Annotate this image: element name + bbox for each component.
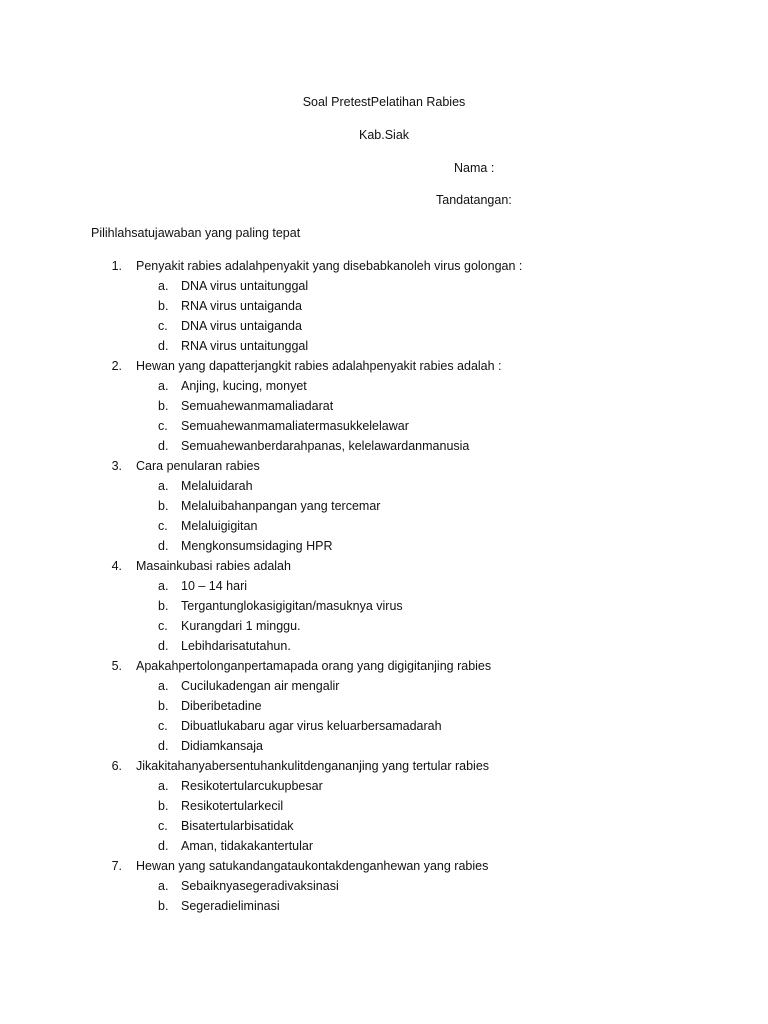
question-text: Penyakit rabies adalahpenyakit yang disebabkanoleh virus golongan : [136,259,523,273]
option-text: Didiamkansaja [181,739,263,753]
option-letter: b. [158,399,169,413]
question-number: 6. [111,759,122,773]
option-letter: c. [158,619,168,633]
option-text: Diberibetadine [181,699,262,713]
option-text: Mengkonsumsidaging HPR [181,539,333,553]
option-text: Resikotertularkecil [181,799,284,813]
question-number: 5. [111,659,122,673]
option-text: Cucilukadengan air mengalir [181,679,340,693]
document-title-text: Soal PretestPelatihan Rabies [302,95,466,109]
option-letter: c. [158,519,168,533]
document-title [0,94,768,110]
option-letter: c. [158,819,168,833]
option-letter: b. [158,699,169,713]
option-letter: d. [158,439,169,453]
question-number: 3. [111,459,122,473]
option-letter: a. [158,779,169,793]
option-text: Dibuatlukabaru agar virus keluarbersamadarah [181,719,442,733]
option-text: Semuahewanmamaliatermasukkelelawar [181,419,409,433]
option-text: Sebaiknyasegeradivaksinasi [181,879,339,893]
option-letter: b. [158,499,169,513]
option-letter: b. [158,599,169,613]
question-text: Jikakitahanyabersentuhankulitdengananjing yang tertular rabies [136,759,490,773]
option-text: Aman, tidakakantertular [181,839,314,853]
document-subtitle-text: Kab.Siak [358,128,410,142]
option-letter: a. [158,279,169,293]
question-text: Masainkubasi rabies adalah [136,559,291,573]
question-text: Apakahpertolonganpertamapada orang yang digigitanjing rabies [136,659,492,673]
option-text: Semuahewanberdarahpanas, kelelawardanmanusia [181,439,470,453]
option-letter: c. [158,319,168,333]
question-number: 7. [111,859,122,873]
document-subtitle [0,127,768,143]
option-text: Melaluidarah [181,479,253,493]
option-text: Tergantunglokasigigitan/masuknya virus [181,599,403,613]
question-text: Hewan yang dapatterjangkit rabies adalahpenyakit rabies adalah : [136,359,502,373]
option-letter: b. [158,799,169,813]
question-number: 1. [111,259,122,273]
option-text: RNA virus untaitunggal [181,339,309,353]
name-label: Nama : [454,161,495,175]
option-letter: c. [158,419,168,433]
option-text: 10 – 14 hari [181,579,248,593]
option-letter: d. [158,539,169,553]
option-text: Resikotertularcukupbesar [181,779,323,793]
option-letter: d. [158,839,169,853]
option-letter: a. [158,679,169,693]
option-text: RNA virus untaiganda [181,299,302,313]
option-letter: a. [158,479,169,493]
option-text: DNA virus untaiganda [181,319,302,333]
option-text: Semuahewanmamaliadarat [181,399,334,413]
option-text: Lebihdarisatutahun. [181,639,291,653]
option-text: Kurangdari 1 minggu. [181,619,301,633]
signature-label: Tandatangan: [436,193,512,207]
option-letter: d. [158,739,169,753]
option-text: Melaluibahanpangan yang tercemar [181,499,381,513]
option-letter: a. [158,879,169,893]
option-text: Bisatertularbisatidak [181,819,294,833]
option-letter: c. [158,719,168,733]
option-letter: a. [158,579,169,593]
question-text: Cara penularan rabies [136,459,260,473]
option-letter: a. [158,379,169,393]
question-text: Hewan yang satukandangataukontakdenganhewan yang rabies [136,859,489,873]
instruction-text: Pilihlahsatujawaban yang paling tepat [91,226,301,240]
option-letter: d. [158,339,169,353]
option-text: Anjing, kucing, monyet [181,379,307,393]
question-number: 2. [111,359,122,373]
option-letter: b. [158,899,169,913]
option-text: Melaluigigitan [181,519,258,533]
option-letter: b. [158,299,169,313]
option-letter: d. [158,639,169,653]
question-number: 4. [111,559,122,573]
option-text: DNA virus untaitunggal [181,279,309,293]
option-text: Segeradieliminasi [181,899,280,913]
